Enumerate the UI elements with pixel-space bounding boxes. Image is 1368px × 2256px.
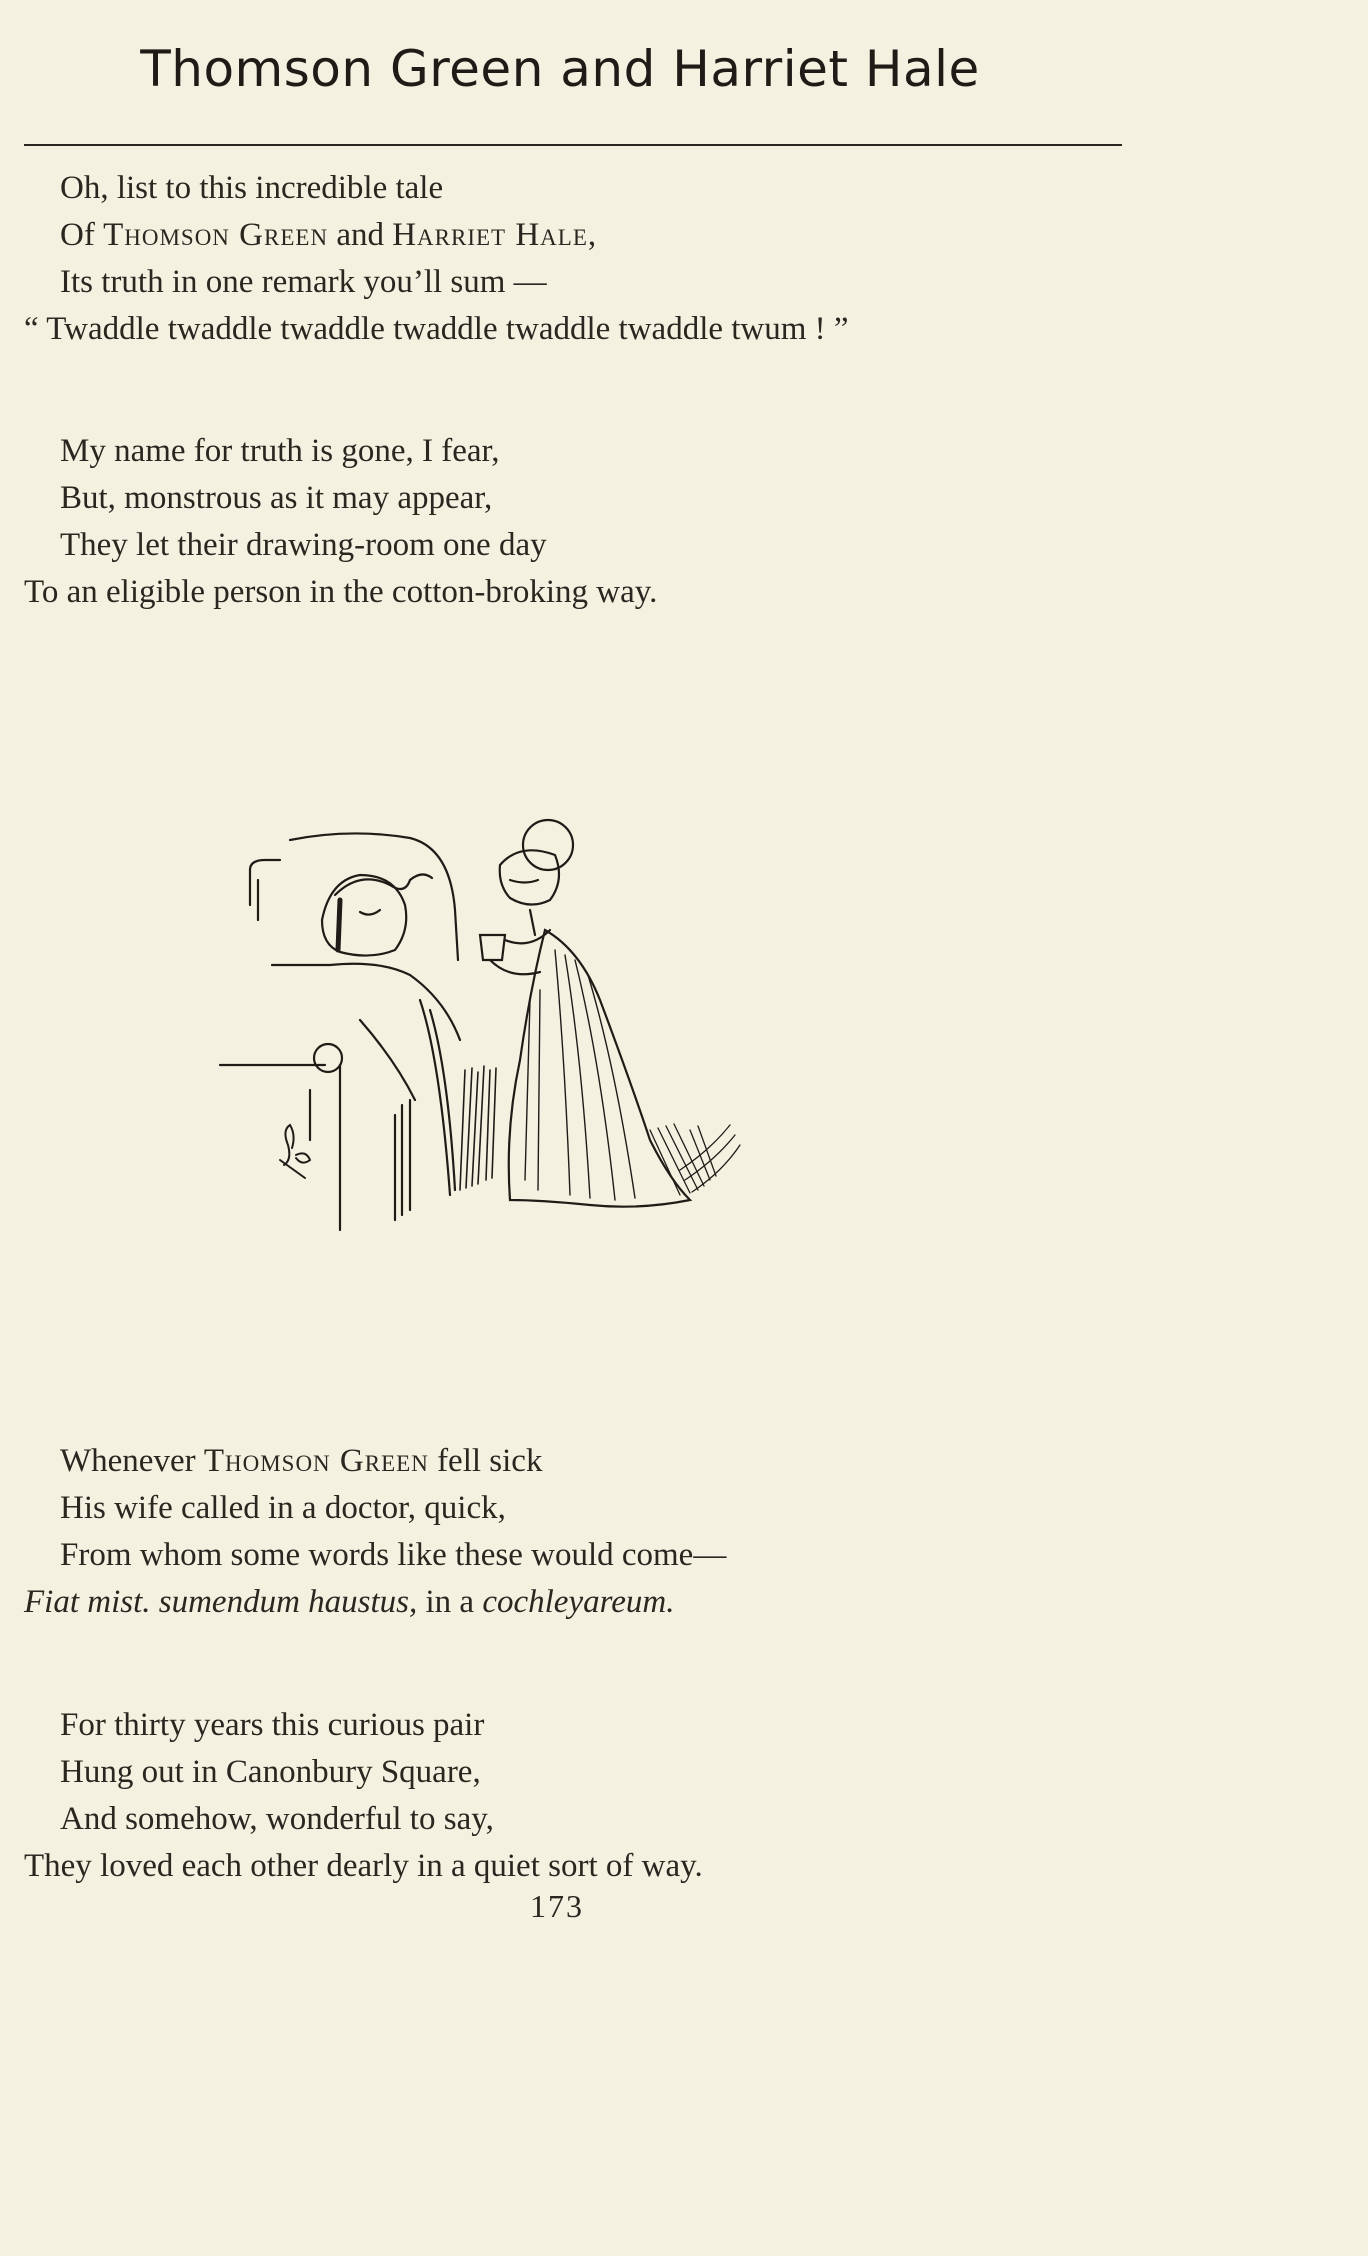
- verse-text: My name for truth is gone, I fear,: [60, 433, 500, 469]
- medicine-cup: [480, 935, 505, 960]
- page-number: 173: [530, 1888, 584, 1924]
- italic-text: cochleyareum.: [482, 1584, 675, 1620]
- verse-text: To an eligible person in the cotton-broking way.: [24, 574, 658, 610]
- verse-text: They loved each other dearly in a quiet sort of way.: [24, 1848, 703, 1884]
- verse-text: For thirty years this curious pair: [60, 1707, 485, 1743]
- header-rule: [24, 144, 1122, 146]
- verse-line: [24, 569, 1134, 616]
- verse-line: [24, 1796, 1134, 1843]
- verse-text: Whenever: [60, 1443, 204, 1479]
- bed-headboard: [250, 860, 280, 905]
- small-caps-name: Thomson Green: [103, 217, 329, 253]
- verse-text: Hung out in Canonbury Square,: [60, 1754, 481, 1790]
- verse-line: [24, 259, 1134, 306]
- verse-line: [24, 1749, 1134, 1796]
- dress-train-hatching: [650, 1124, 740, 1195]
- verse-line: [24, 1438, 1134, 1485]
- verse-line: [24, 306, 1134, 353]
- verse-text: They let their drawing-room one day: [60, 527, 547, 563]
- stanza: [24, 165, 1134, 353]
- verse-line: [24, 475, 1134, 522]
- verse-line: [24, 1702, 1134, 1749]
- stanza: [24, 428, 1134, 616]
- verse-text: From whom some words like these would come—: [60, 1537, 727, 1573]
- verse-line: [24, 428, 1134, 475]
- verse-text: But, monstrous as it may appear,: [60, 480, 493, 516]
- nurse-woman-figure: [500, 850, 559, 904]
- illustration-sickbed-engraving: [210, 800, 810, 1260]
- verse-text: in a: [417, 1584, 483, 1620]
- verse-text: fell sick: [428, 1443, 543, 1479]
- verse-text: Of: [60, 217, 104, 253]
- woman-dress: [509, 930, 690, 1207]
- verse-line: [24, 1532, 1134, 1579]
- woman-hair-bun: [523, 820, 573, 870]
- stanza: [24, 1702, 1134, 1890]
- verse-line: [24, 212, 1134, 259]
- verse-line: [24, 165, 1134, 212]
- page-title: Thomson Green and Harriet Hale: [140, 40, 980, 98]
- small-caps-name: Thomson Green: [203, 1443, 429, 1479]
- verse-text: His wife called in a doctor, quick,: [60, 1490, 506, 1526]
- verse-line: [24, 1579, 1134, 1626]
- verse-text: and: [328, 217, 393, 253]
- stanza: [24, 1438, 1134, 1626]
- verse-text: ,: [587, 217, 597, 253]
- verse-text: Its truth in one remark you’ll sum —: [60, 264, 547, 300]
- verse-text: And somehow, wonderful to say,: [60, 1801, 494, 1837]
- verse-line: [24, 1485, 1134, 1532]
- artist-monogram: [280, 1125, 310, 1178]
- italic-text: Fiat mist. sumendum haustus,: [24, 1584, 418, 1620]
- verse-text: “ Twaddle twaddle twaddle twaddle twaddle twaddle twum ! ”: [24, 311, 849, 347]
- bed-post-knob: [314, 1044, 342, 1072]
- verse-line: [24, 522, 1134, 569]
- verse-line: [24, 1843, 1134, 1890]
- verse-text: Oh, list to this incredible tale: [60, 170, 444, 206]
- small-caps-name: Harriet Hale: [392, 217, 588, 253]
